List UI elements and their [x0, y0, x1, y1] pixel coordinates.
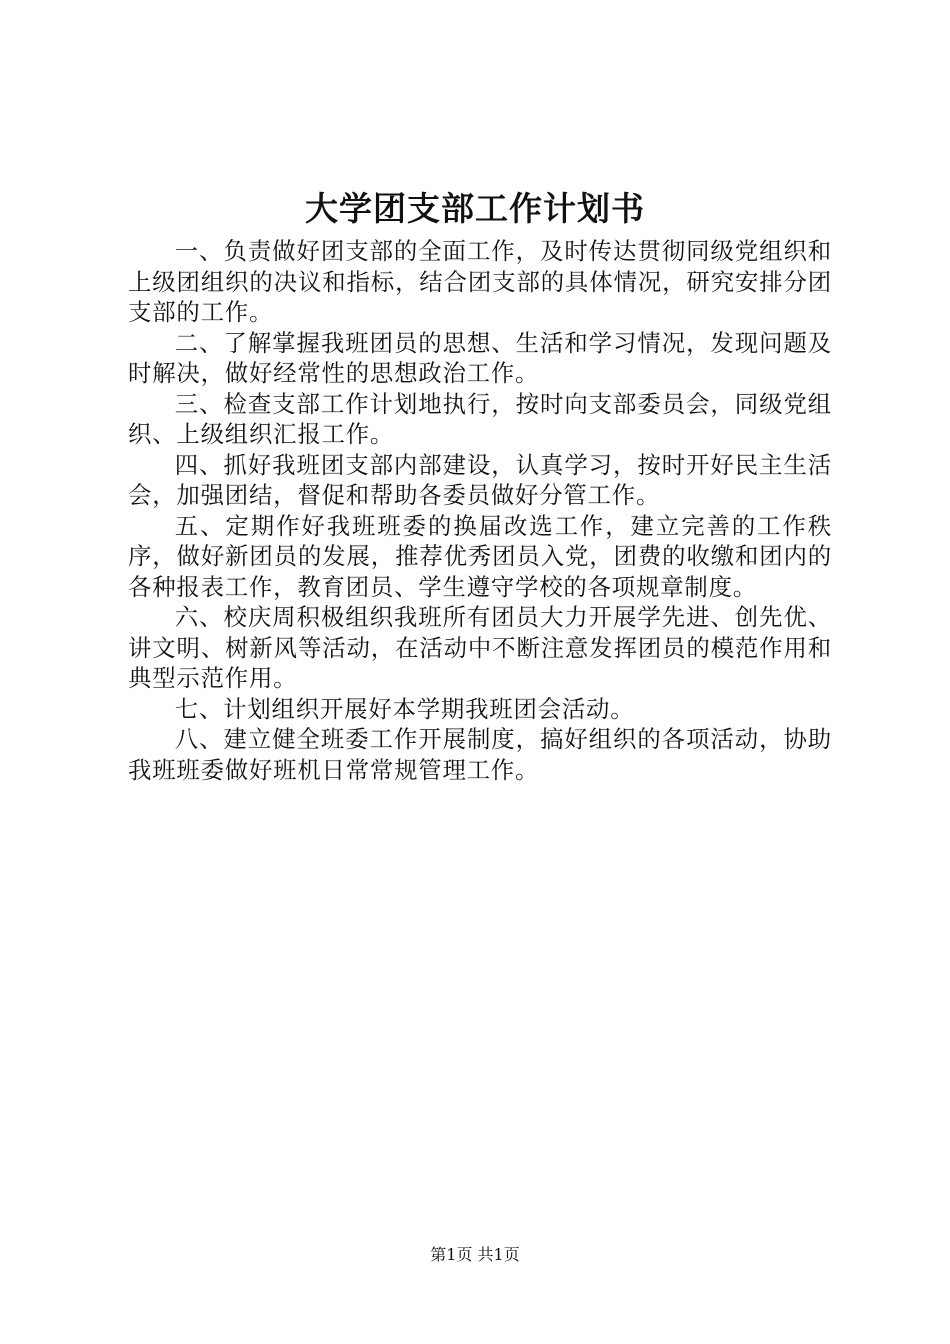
page-footer: 第1页 共1页 — [430, 1245, 520, 1264]
paragraph-1: 一、负责做好团支部的全面工作，及时传达贯彻同级党组织和上级团组织的决议和指标，结合团支部的具体情况，研究安排分团支部的工作。 — [128, 237, 832, 326]
paragraph-4: 四、抓好我班团支部内部建设，认真学习，按时开好民主生活会，加强团结，督促和帮助各委员做好分管工作。 — [128, 450, 832, 509]
paragraph-7: 七、计划组织开展好本学期我班团会活动。 — [174, 694, 635, 723]
document-body — [128, 236, 832, 785]
paragraph-5: 五、定期作好我班班委的换届改选工作，建立完善的工作秩序，做好新团员的发展，推荐优秀团员入党，团费的收缴和团内的各种报表工作，教育团员、学生遵守学校的各项规章制度。 — [128, 511, 832, 601]
paragraph-3: 三、检查支部工作计划地执行，按时向支部委员会，同级党组织、上级组织汇报工作。 — [128, 389, 832, 448]
paragraph-8: 八、建立健全班委工作开展制度，搞好组织的各项活动，协助我班班委做好班机日常常规管理工作。 — [128, 725, 832, 784]
document-title: 大学团支部工作计划书 — [305, 189, 645, 228]
paragraph-6: 六、校庆周积极组织我班所有团员大力开展学先进、创先优、讲文明、树新风等活动，在活动中不断注意发挥团员的模范作用和典型示范作用。 — [128, 603, 832, 692]
paragraph-2: 二、了解掌握我班团员的思想、生活和学习情况，发现问题及时解决，做好经常性的思想政治工作。 — [128, 328, 832, 387]
